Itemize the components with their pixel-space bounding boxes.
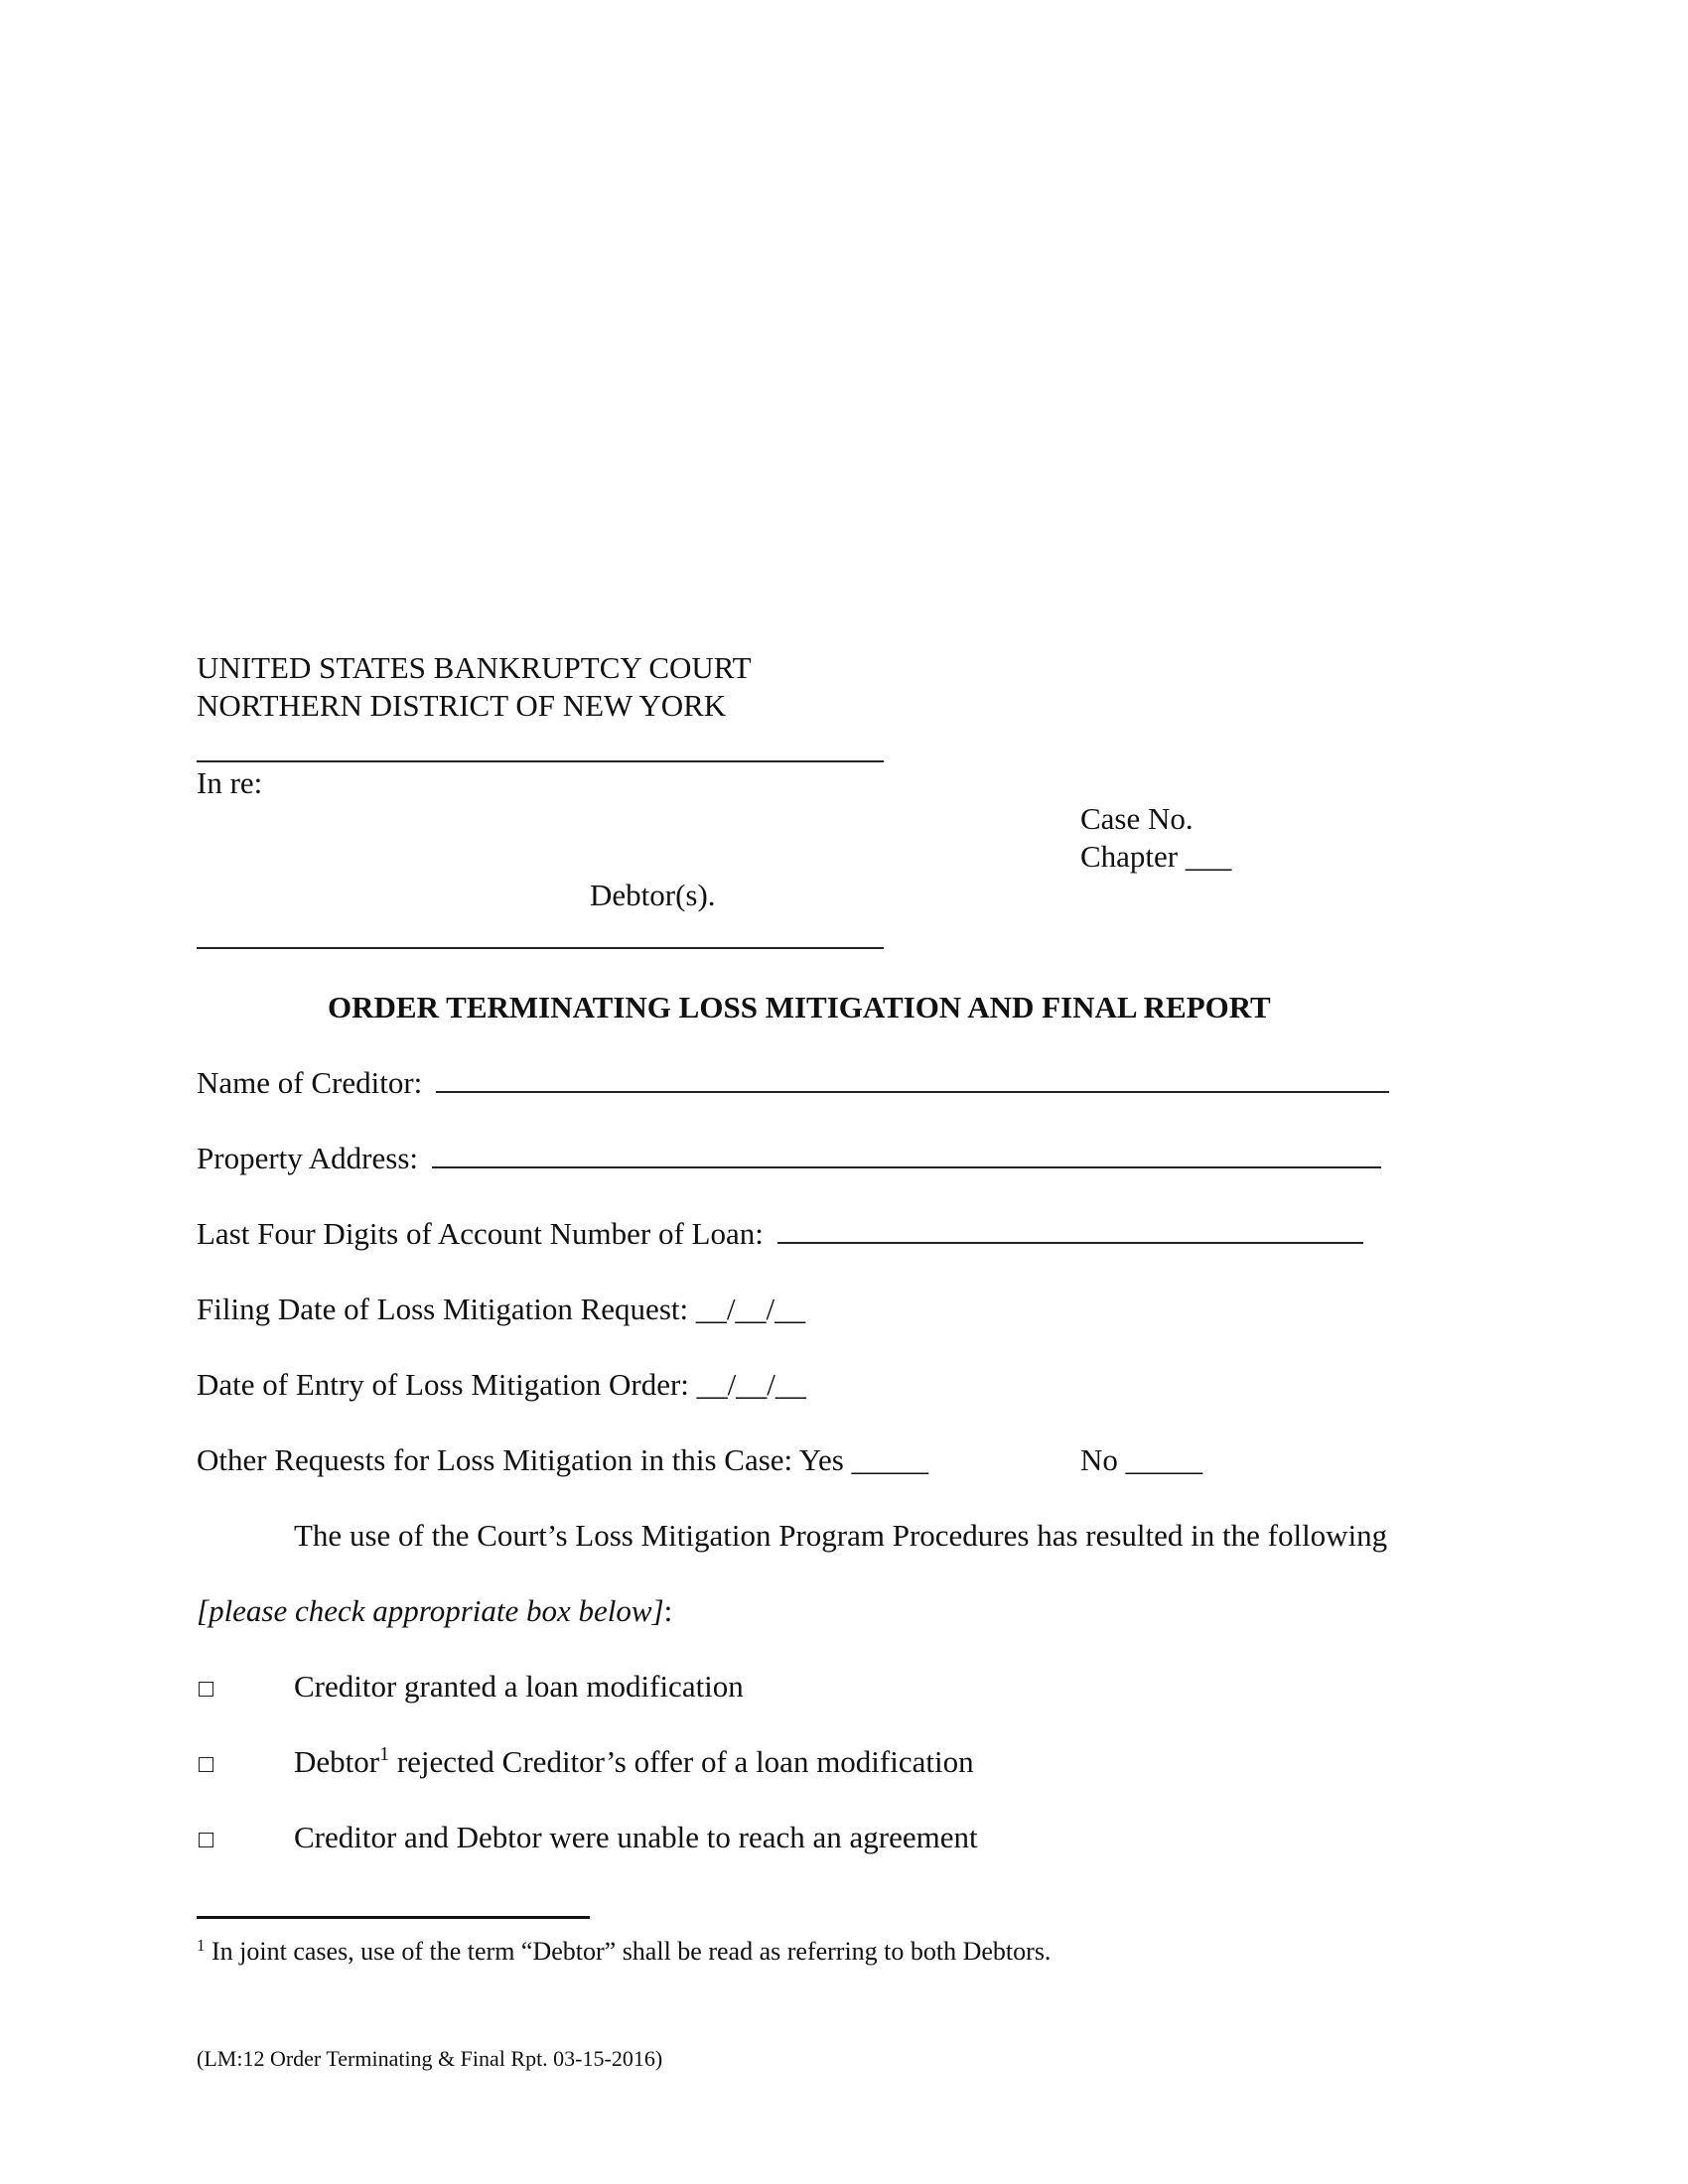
option-label-end: rejected Creditor’s offer of a loan modification [389, 1744, 974, 1779]
footnote-text: In joint cases, use of the term “Debtor” shall be read as referring to both Debtors. [211, 1937, 1052, 1966]
creditor-label: Name of Creditor: [197, 1065, 423, 1100]
caption-top-rule [197, 760, 884, 762]
account-blank[interactable] [777, 1216, 1363, 1244]
court-name: UNITED STATES BANKRUPTCY COURT [197, 650, 752, 685]
page-title: ORDER TERMINATING LOSS MITIGATION AND FINAL REPORT [328, 990, 1271, 1024]
instruction-text: [please check appropriate box below] [197, 1593, 664, 1628]
filing-date-blank[interactable]: __/__/__ [695, 1292, 806, 1326]
option-checkbox[interactable] [199, 1833, 213, 1847]
property-field [197, 1140, 1381, 1177]
court-district: NORTHERN DISTRICT OF NEW YORK [197, 688, 727, 723]
footnote-rule [197, 1916, 590, 1919]
option-checkbox[interactable] [199, 1682, 213, 1697]
chapter-label: Chapter ___ [1080, 839, 1232, 874]
account-field [197, 1215, 1363, 1253]
intro-paragraph: The use of the Court’s Loss Mitigation Program Procedures has resulted in the following [294, 1518, 1388, 1553]
property-label: Property Address: [197, 1141, 419, 1175]
entry-date-field [197, 1366, 806, 1404]
option-label: Creditor granted a loan modification [294, 1669, 744, 1704]
other-requests-yes[interactable]: Other Requests for Loss Mitigation in this Case: Yes _____ [197, 1442, 929, 1477]
property-blank[interactable] [432, 1141, 1381, 1168]
caption-bottom-rule [197, 947, 884, 949]
form-identifier: (LM:12 Order Terminating & Final Rpt. 03-15-2016) [197, 2046, 663, 2071]
entry-date-blank[interactable]: __/__/__ [696, 1367, 806, 1402]
debtors-label: Debtor(s). [590, 878, 716, 912]
option-label-start: Debtor [294, 1744, 380, 1779]
creditor-field [197, 1064, 1389, 1102]
entry-date-label: Date of Entry of Loss Mitigation Order: [197, 1367, 689, 1402]
instruction-colon: : [663, 1593, 673, 1628]
footnote [197, 1936, 1051, 1971]
account-label: Last Four Digits of Account Number of Loan: [197, 1216, 764, 1251]
filing-date-field [197, 1291, 805, 1328]
option-label [294, 1743, 974, 1785]
option-checkbox[interactable] [199, 1757, 213, 1772]
in-re-label: In re: [197, 765, 263, 800]
other-requests-no[interactable]: No _____ [1080, 1442, 1203, 1477]
instruction-line [197, 1592, 672, 1630]
filing-date-label: Filing Date of Loss Mitigation Request: [197, 1292, 689, 1326]
footnote-number: 1 [197, 1936, 206, 1955]
creditor-blank[interactable] [436, 1065, 1389, 1093]
footnote-reference: 1 [379, 1743, 390, 1765]
case-number-label: Case No. [1080, 801, 1194, 836]
option-label: Creditor and Debtor were unable to reach an agreement [294, 1820, 978, 1854]
